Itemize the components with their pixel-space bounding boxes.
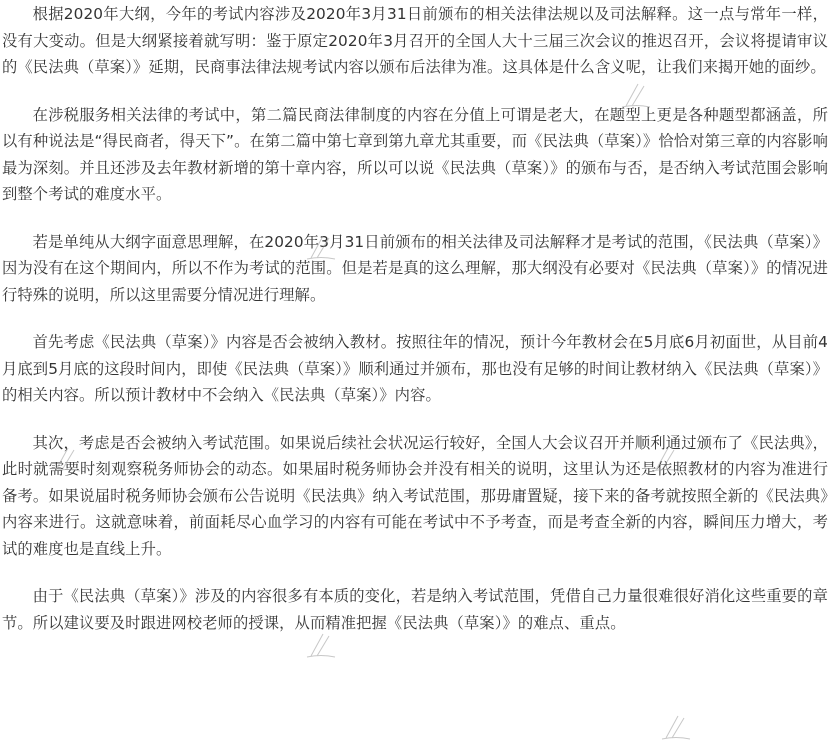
paragraph-2: 在涉税服务相关法律的考试中，第二篇民商法律制度的内容在分值上可谓是老大，在题型上更是各种题型都涵盖，所以有种说法是“得民商者，得天下”。在第二篇中第七章到第九章尤其重要，而《民法典（草案）》恰恰对第三章的内容影响最为深刻。并且还涉及去年教材新增的第十章内容，所以可以说《民法典（草案）》的颁布与否，是否纳入考试范围会影响到整个考试的难度水平。 [2, 105, 828, 203]
paragraph-1: 根据2020年大纲，今年的考试内容涉及2020年3月31日前颁布的相关法律法规以及司法解释。这一点与常年一样，没有大变动。但是大纲紧接着就写明：鉴于原定2020年3月召开的全国人大十三届三次会议的推迟召开，会议将提请审议的《民法典（草案）》延期，民商事法律法规考试内容以颁布后法律为准。这具体是什么含义呢，让我们来揭开她的面纱。 [2, 5, 828, 76]
paragraph-3: 若是单纯从大纲字面意思理解，在2020年3月31日前颁布的相关法律及司法解释才是考试的范围，《民法典（草案）》因为没有在这个期间内，所以不作为考试的范围。但是若是真的这么理解，那大纲没有必要对《民法典（草案）》的情况进行特殊的说明，所以这里需要分情况进行理解。 [2, 232, 828, 304]
paragraph-5: 其次，考虑是否会被纳入考试范围。如果说后续社会状况运行较好，全国人大会议召开并顺利通过颁布了《民法典》，此时就需要时刻观察税务师协会的动态。如果届时税务师协会并没有相关的说明，这里认为还是依照教材的内容为准进行备考。如果说届时税务师协会颁布公告说明《民法典》纳入考试范围，那毋庸置疑，接下来的备考就按照全新的《民法典》内容来进行。这就意味着，前面耗尽心血学习的内容有可能在考试中不予考查，而是考查全新的内容，瞬间压力增大，考试的难度也是直线上升。 [2, 433, 828, 558]
paragraph-6: 由于《民法典（草案）》涉及的内容很多有本质的变化，若是纳入考试范围，凭借自己力量很难很好消化这些重要的章节。所以建议要及时跟进网校老师的授课，从而精准把握《民法典（草案）》的难点、重点。 [2, 587, 828, 632]
paragraph-4: 首先考虑《民法典（草案）》内容是否会被纳入教材。按照往年的情况，预计今年教材会在5月底6月初面世，从目前4月底到5月底的这段时间内，即使《民法典（草案）》顺利通过并颁布，那也没有足够的时间让教材纳入《民法典（草案）》的相关内容。所以预计教材中不会纳入《民法典（草案）》内容。 [2, 333, 828, 404]
